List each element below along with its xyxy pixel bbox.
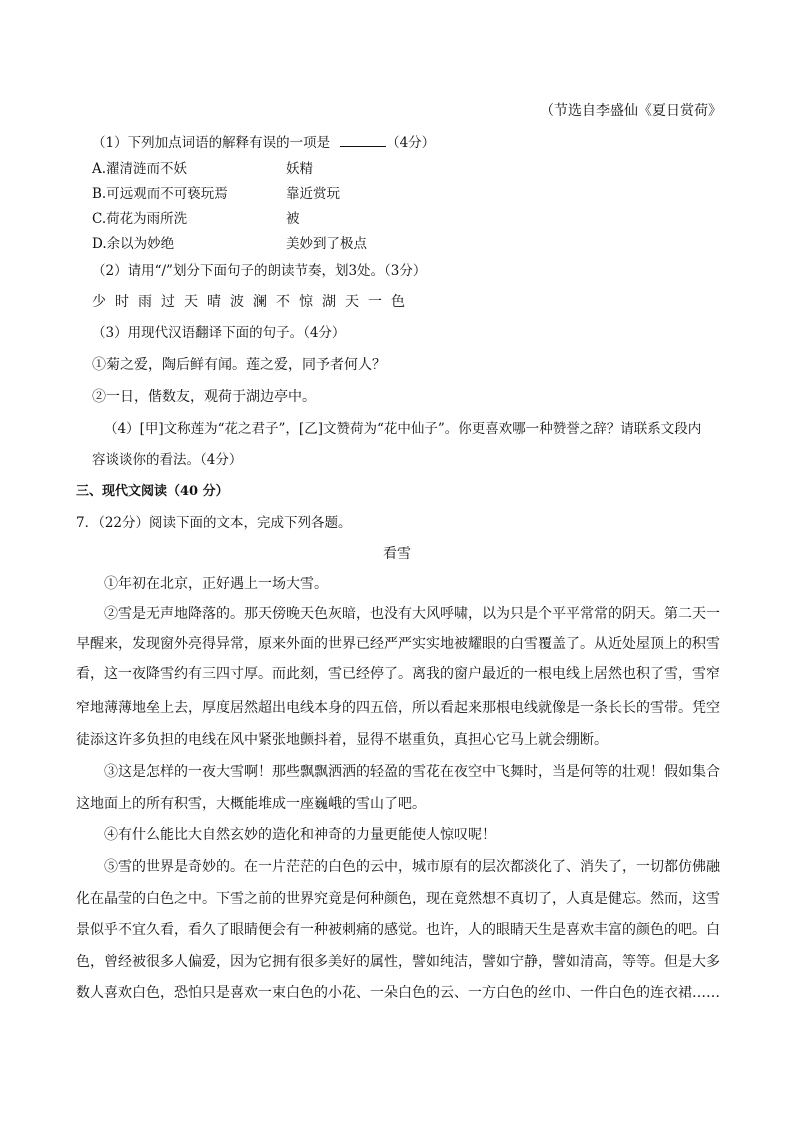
question-1-text: （1）下列加点词语的解释有误的一项是 [92, 135, 331, 151]
paragraph-5-line-3: 景似乎不宜久看，看久了眼睛便会有一种被刺痛的感觉。也许，人的眼睛天生是喜欢丰富的颜色的吧。白 [76, 922, 720, 938]
paragraph-3-line-1: ③这是怎样的一夜大雪啊！那些飘飘洒洒的轻盈的雪花在夜空中飞舞时，当是何等的壮观！假如集合 [104, 764, 720, 780]
paragraph-4: ④有什么能比大自然玄妙的造化和神奇的力量更能使人惊叹呢！ [104, 827, 496, 843]
paragraph-2-line-4: 窄地薄薄地垒上去，厚度居然超出电线本身的四五倍，所以看起来那根电线就像是一条长长的雪带。凭空 [76, 700, 720, 716]
section-3-heading: 三、现代文阅读（40 分） [76, 484, 229, 499]
paragraph-5-line-5: 数人喜欢白色，恐怕只是喜欢一束白色的小花、一朵白色的云、一方白色的丝巾、一件白色的连衣裙…… [76, 985, 720, 1001]
option-c-meaning: 被 [286, 211, 300, 227]
answer-blank[interactable] [340, 132, 386, 147]
question-3-item-1: ①菊之爱，陶后鲜有闻。莲之爱，同予者何人？ [92, 357, 386, 373]
article-title: 看雪 [383, 546, 411, 562]
question-1-stem [92, 132, 435, 153]
question-3-item-2: ②一日，偕数友，观荷于湖边亭中。 [92, 389, 316, 405]
option-c: C.荷花为雨所洗 [92, 211, 188, 227]
paragraph-2-line-5: 徒添这许多负担的电线在风中紧张地颤抖着，显得不堪重负，真担心它马上就会绷断。 [76, 732, 608, 748]
option-a-meaning: 妖精 [286, 161, 313, 177]
question-1-score: （4分） [386, 135, 436, 151]
option-a: A.濯清涟而不妖 [92, 161, 188, 177]
question-4-line-1: （4）[甲]文称莲为“花之君子”，[乙]文赞荷为“花中仙子”。你更喜欢哪一种赞誉之辞？请联系文段内 [104, 421, 702, 437]
option-d-meaning: 美妙到了极点 [286, 236, 367, 252]
paragraph-5-line-4: 色，曾经被很多人偏爱，因为它拥有很多美好的属性，譬如纯洁，譬如宁静，譬如清高，等等。但是大多 [76, 954, 720, 970]
question-2-stem: （2）请用“/”划分下面句子的朗读节奏，划3处。（3分） [92, 263, 427, 279]
question-7-intro: 7．（22分）阅读下面的文本，完成下列各题。 [76, 515, 352, 531]
paragraph-5-line-1: ⑤雪的世界是奇妙的。在一片茫茫的白色的云中，城市原有的层次都淡化了、消失了，一切都仿佛融 [104, 859, 720, 875]
paragraph-1: ①年初在北京，正好遇上一场大雪。 [104, 576, 328, 592]
source-note: （节选自李盛仙《夏日赏荷》 [540, 103, 722, 119]
option-b: B.可远观而不可亵玩焉 [92, 186, 228, 202]
paragraph-2-line-2: 早醒来，发现窗外亮得异常，原来外面的世界已经严严实实地被耀眼的白雪覆盖了。从近处屋顶上的积雪 [76, 636, 720, 652]
paragraph-2-line-3: 看，这一夜降雪约有三四寸厚。而此刻，雪已经停了。离我的窗户最近的一根电线上居然也积了雪，雪窄 [76, 666, 720, 682]
question-3-stem: （3）用现代汉语翻译下面的句子。（4分） [92, 325, 346, 341]
paragraph-3-line-2: 这地面上的所有积雪，大概能堆成一座巍峨的雪山了吧。 [76, 796, 426, 812]
question-4-line-2: 容谈谈你的看法。（4分） [92, 452, 243, 468]
paragraph-5-line-2: 化在晶莹的白色之中。下雪之前的世界究竟是何种颜色，现在竟然想不真切了，人真是健忘。然而，这雪 [76, 891, 720, 907]
option-d: D.余以为妙绝 [92, 236, 175, 252]
question-2-sentence: 少时雨过天晴波澜不惊湖天一色 [92, 294, 414, 310]
option-b-meaning: 靠近赏玩 [286, 186, 340, 202]
paragraph-2-line-1: ②雪是无声地降落的。那天傍晚天色灰暗，也没有大风呼啸，以为只是个平平常常的阴天。第二天一 [104, 606, 720, 622]
